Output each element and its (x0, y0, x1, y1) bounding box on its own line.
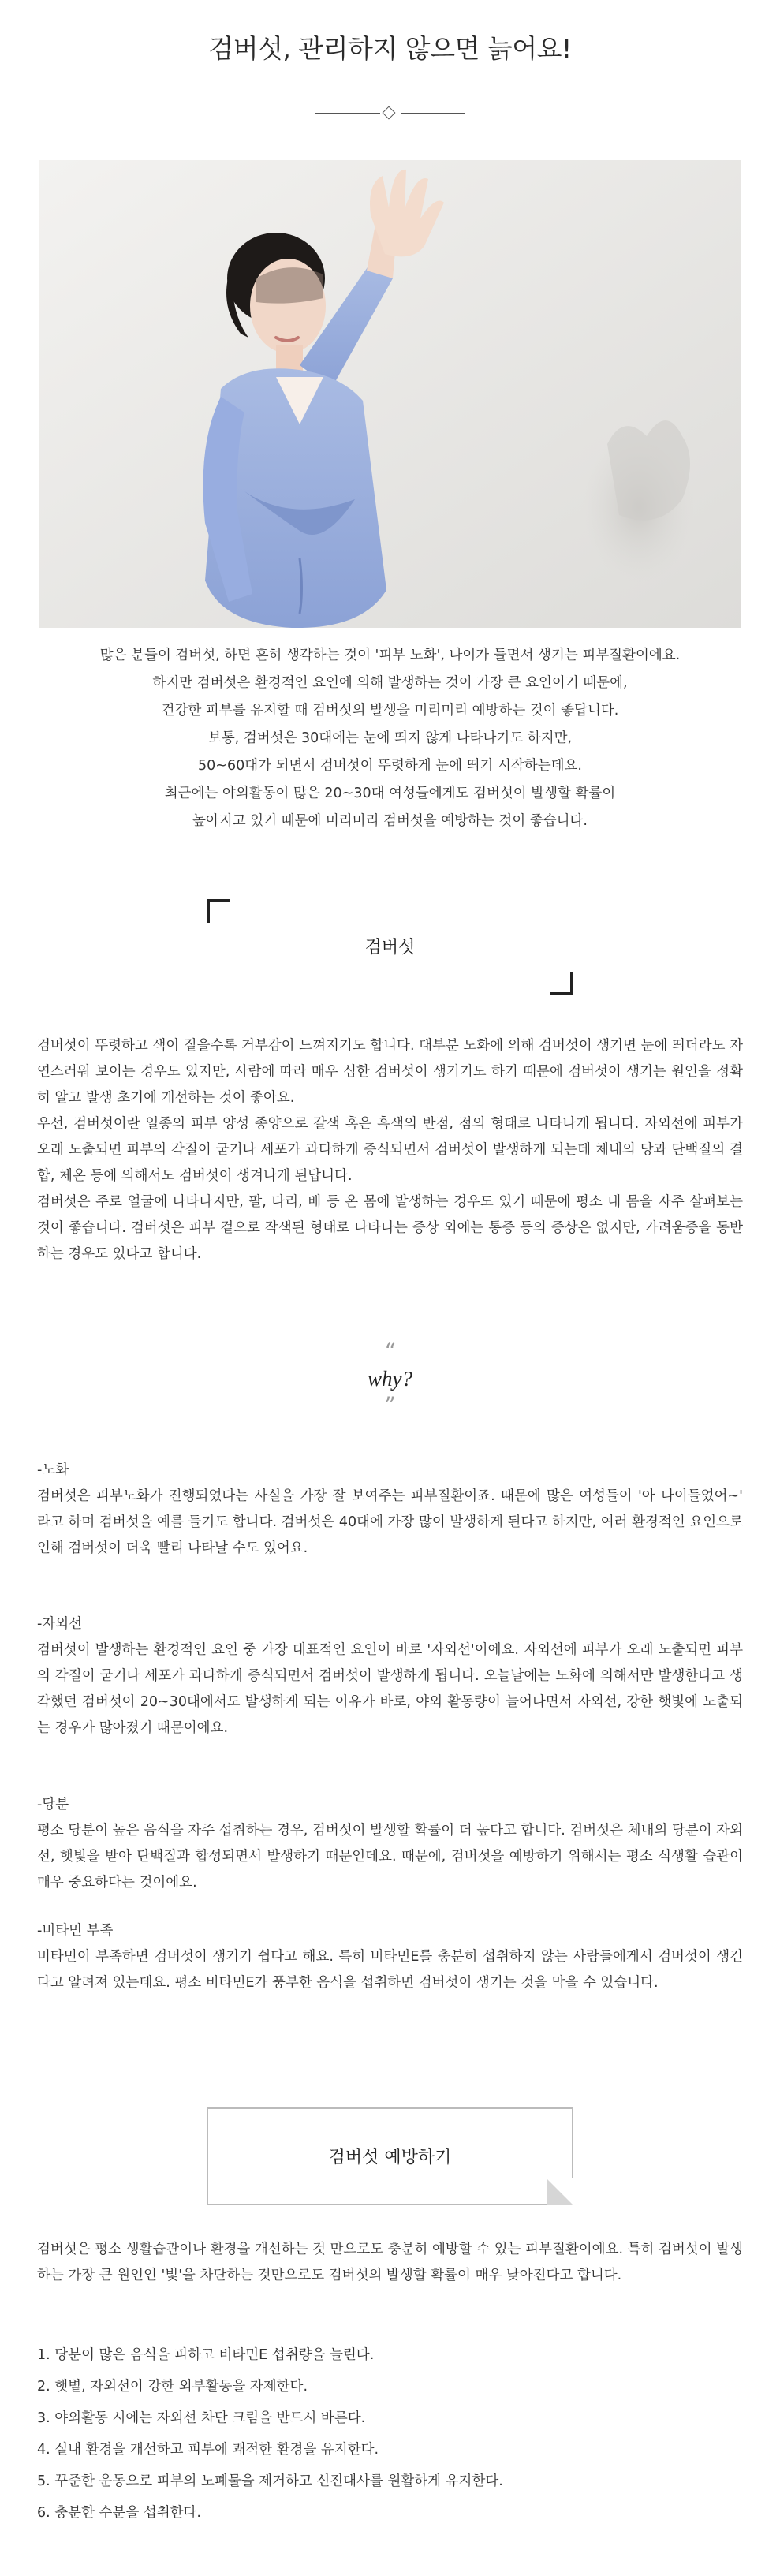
woman-shading-face-icon (39, 160, 741, 628)
diamond-icon (383, 106, 396, 120)
prevention-heading-box (207, 2107, 573, 2205)
intro-line: 하지만 검버섯은 환경적인 요인에 의해 발생하는 것이 가장 큰 요인이기 때문에, (152, 675, 628, 691)
intro-line: 50~60대가 되면서 검버섯이 뚜렷하게 눈에 띄기 시작하는데요. (198, 758, 582, 774)
corner-bracket-icon (550, 972, 573, 995)
divider-line-left (315, 113, 380, 114)
open-quote-icon: “ (384, 1338, 396, 1365)
intro-line: 최근에는 야외활동이 많은 20~30대 여성들에게도 검버섯이 발생할 확률이 (164, 786, 616, 801)
tips-list (37, 2339, 503, 2529)
cause-text: 검버섯은 피부노화가 진행되었다는 사실을 가장 잘 보여주는 피부질환이죠. 때문에 많은 여성들이 '아 나이들었어~' 라고 하며 검버섯을 예를 들기도 합니다. 검버섯은 40대에 가장 많이 발생하게 된다고 하지만, 여러 환경적인 요인으로 인해 검버섯이 더욱 빨리 나타날 수도 있어요. (37, 1488, 743, 1556)
cause-heading: -자외선 (37, 1616, 83, 1632)
list-item: 2. 햇볕, 자외선이 강한 외부활동을 자제한다. (37, 2379, 308, 2395)
section-body (37, 1033, 743, 1267)
intro-line: 건강한 피부를 유지할 때 검버섯의 발생을 미리미리 예방하는 것이 좋답니다. (161, 703, 619, 719)
cause-heading: -노화 (37, 1462, 69, 1478)
title-divider (315, 106, 465, 121)
corner-bracket-icon (207, 899, 230, 923)
intro-line: 높아지고 있기 때문에 미리미리 검버섯을 예방하는 것이 좋습니다. (192, 813, 588, 829)
page-title: 검버섯, 관리하지 않으면 늙어요! (208, 33, 572, 64)
paragraph: 우선, 검버섯이란 일종의 피부 양성 종양으로 갈색 혹은 흑색의 반점, 점의 형태로 나타나게 됩니다. 자외선에 피부가 오래 노출되면 피부의 각질이 굳거나 세포가 과다하게 증식되면서 검버섯이 발생하게 되는데 체내의 당과 단백질의 결합, 체온 등에 의해서도 검버섯이 생겨나게 된답니다. (37, 1116, 743, 1184)
why-word: why? (368, 1367, 412, 1391)
section-title: 검버섯 (364, 938, 416, 958)
page-fold-icon (547, 2178, 573, 2205)
cause-text: 검버섯이 발생하는 환경적인 요인 중 가장 대표적인 요인이 바로 '자외선'이에요. 자외선에 피부가 오래 노출되면 피부의 각질이 굳거나 세포가 과다하게 증식되면서 검버섯이 발생하게 됩니다. 오늘날에는 노화에 의해서만 발생한다고 생각했던 검버섯이 20~30대에서도 발생하게 되는 이유가 바로, 야외 활동량이 늘어나면서 자외선, 강한 햇빛에 노출되는 경우가 많아졌기 때문이에요. (37, 1642, 743, 1736)
section-heading-box (207, 899, 573, 995)
hero-image (39, 160, 741, 628)
paragraph: 검버섯이 뚜렷하고 색이 짙을수록 거부감이 느껴지기도 합니다. 대부분 노화에 의해 검버섯이 생기면 눈에 띄더라도 자연스러워 보이는 경우도 있지만, 사람에 따라 매우 심한 검버섯이 생기기도 하기 때문에 검버섯이 생기는 원인을 정확히 알고 발생 초기에 개선하는 것이 좋아요. (37, 1038, 743, 1106)
list-item: 4. 실내 환경을 개선하고 피부에 쾌적한 환경을 유지한다. (37, 2442, 379, 2458)
cause-heading: -비타민 부족 (37, 1923, 114, 1939)
cause-heading: -당분 (37, 1797, 69, 1813)
cause-text: 평소 당분이 높은 음식을 자주 섭취하는 경우, 검버섯이 발생할 확률이 더 높다고 합니다. 검버섯은 체내의 당분이 자외선, 햇빛을 받아 단백질과 합성되면서 발생하기 때문인데요. 때문에, 검버섯을 예방하기 위해서는 평소 식생활 습관이 매우 중요하다는 것이에요. (37, 1823, 743, 1891)
paragraph: 검버섯은 주로 얼굴에 나타나지만, 팔, 다리, 배 등 온 몸에 발생하는 경우도 있기 때문에 평소 내 몸을 자주 살펴보는 것이 좋습니다. 검버섯은 피부 겉으로 작색된 형태로 나타나는 증상 외에는 통증 등의 증상은 없지만, 가려움증을 동반하는 경우도 있다고 합니다. (37, 1194, 743, 1262)
cause-text: 비타민이 부족하면 검버섯이 생기기 쉽다고 해요. 특히 비타민E를 충분히 섭취하지 않는 사람들에게서 검버섯이 생긴다고 알려져 있는데요. 평소 비타민E가 풍부한 음식을 섭취하면 검버섯이 생기는 것을 막을 수 있습니다. (37, 1949, 743, 1991)
list-item: 6. 충분한 수분을 섭취한다. (37, 2505, 201, 2521)
prevention-title: 검버섯 예방하기 (328, 2148, 452, 2167)
divider-line-right (401, 113, 465, 114)
list-item: 5. 꾸준한 운동으로 피부의 노폐물을 제거하고 신진대사를 원활하게 유지한다. (37, 2473, 503, 2489)
list-item: 1. 당분이 많은 음식을 피하고 비타민E 섭취량을 늘린다. (37, 2347, 375, 2363)
prevention-intro: 검버섯은 평소 생활습관이나 환경을 개선하는 것 만으로도 충분히 예방할 수 있는 피부질환이예요. 특히 검버섯이 발생하는 가장 큰 원인인 '빛'을 차단하는 것만으로도 검버섯의 발생할 확률이 매우 낮아진다고 합니다. (37, 2242, 743, 2283)
intro-line: 보통, 검버섯은 30대에는 눈에 띄지 않게 나타나기도 하지만, (207, 730, 573, 746)
why-heading (0, 1338, 780, 1418)
intro-text (0, 642, 780, 835)
list-item: 3. 야외활동 시에는 자외선 차단 크림을 반드시 바른다. (37, 2410, 366, 2426)
close-quote-icon: ” (384, 1392, 396, 1418)
intro-line: 많은 분들이 검버섯, 하면 흔히 생각하는 것이 '피부 노화', 나이가 들면서 생기는 피부질환이에요. (99, 648, 681, 663)
